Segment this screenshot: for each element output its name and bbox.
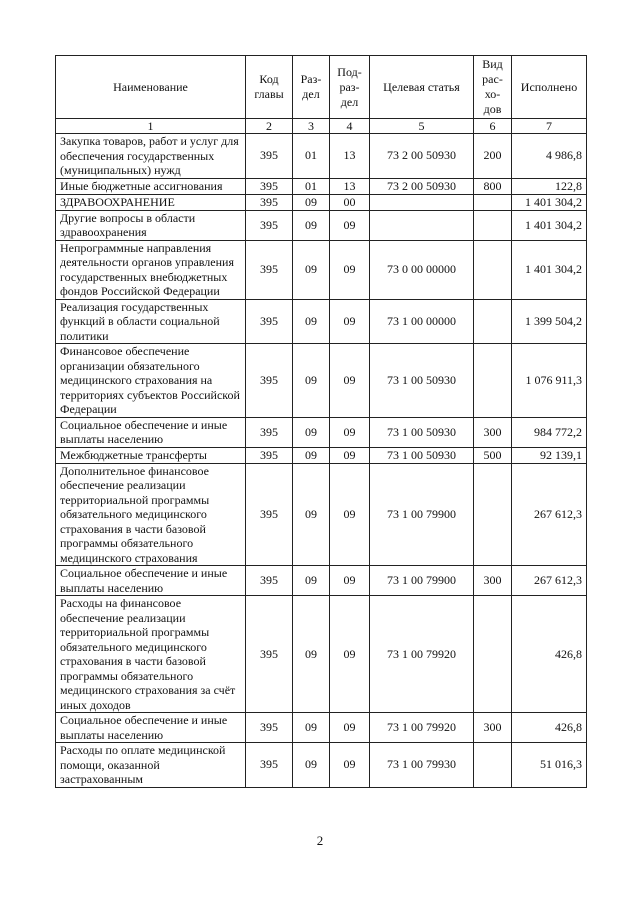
row-chapter: 395 bbox=[246, 178, 293, 194]
row-chapter: 395 bbox=[246, 240, 293, 299]
row-subsection: 09 bbox=[330, 447, 370, 463]
row-target: 73 2 00 50930 bbox=[370, 134, 474, 179]
row-type: 300 bbox=[474, 566, 512, 596]
row-chapter: 395 bbox=[246, 299, 293, 344]
row-section: 09 bbox=[293, 344, 330, 418]
row-type bbox=[474, 194, 512, 210]
row-type bbox=[474, 463, 512, 566]
row-type: 800 bbox=[474, 178, 512, 194]
row-target: 73 1 00 79900 bbox=[370, 566, 474, 596]
row-name: Межбюджетные трансферты bbox=[56, 447, 246, 463]
row-name: Дополнительное финансовое обеспечение реализации территориальной программы обязательного медицинского страхования в части базовой программы обязательного медицинского страхования bbox=[56, 463, 246, 566]
table-header-row bbox=[56, 56, 587, 119]
header-expense-type: Вид рас- хо- дов bbox=[474, 56, 512, 119]
table-row bbox=[56, 194, 587, 210]
row-subsection: 00 bbox=[330, 194, 370, 210]
row-chapter: 395 bbox=[246, 463, 293, 566]
row-name: Реализация государственных функций в области социальной политики bbox=[56, 299, 246, 344]
row-target: 73 1 00 00000 bbox=[370, 299, 474, 344]
row-target: 73 1 00 50930 bbox=[370, 447, 474, 463]
row-amount: 267 612,3 bbox=[512, 463, 587, 566]
row-amount: 984 772,2 bbox=[512, 417, 587, 447]
table-row bbox=[56, 596, 587, 713]
row-type bbox=[474, 299, 512, 344]
table-row bbox=[56, 417, 587, 447]
row-section: 09 bbox=[293, 240, 330, 299]
row-subsection: 09 bbox=[330, 713, 370, 743]
row-chapter: 395 bbox=[246, 210, 293, 240]
table-row bbox=[56, 134, 587, 179]
row-section: 09 bbox=[293, 299, 330, 344]
row-section: 09 bbox=[293, 210, 330, 240]
table-body bbox=[56, 134, 587, 788]
row-type bbox=[474, 210, 512, 240]
table-row bbox=[56, 210, 587, 240]
row-target: 73 2 00 50930 bbox=[370, 178, 474, 194]
row-section: 09 bbox=[293, 566, 330, 596]
row-section: 09 bbox=[293, 417, 330, 447]
row-subsection: 09 bbox=[330, 596, 370, 713]
row-chapter: 395 bbox=[246, 566, 293, 596]
row-name: Социальное обеспечение и иные выплаты населению bbox=[56, 566, 246, 596]
row-target bbox=[370, 210, 474, 240]
table-row bbox=[56, 240, 587, 299]
row-amount: 1 399 504,2 bbox=[512, 299, 587, 344]
row-chapter: 395 bbox=[246, 417, 293, 447]
row-amount: 1 401 304,2 bbox=[512, 210, 587, 240]
row-subsection: 13 bbox=[330, 134, 370, 179]
table-row bbox=[56, 447, 587, 463]
budget-table bbox=[55, 55, 587, 788]
row-target: 73 1 00 79920 bbox=[370, 596, 474, 713]
row-subsection: 09 bbox=[330, 566, 370, 596]
table-row bbox=[56, 299, 587, 344]
table-row bbox=[56, 566, 587, 596]
row-amount: 51 016,3 bbox=[512, 743, 587, 788]
row-target: 73 1 00 79900 bbox=[370, 463, 474, 566]
row-type: 300 bbox=[474, 713, 512, 743]
row-target: 73 1 00 79920 bbox=[370, 713, 474, 743]
row-target: 73 1 00 50930 bbox=[370, 417, 474, 447]
column-number-row bbox=[56, 119, 587, 134]
row-chapter: 395 bbox=[246, 134, 293, 179]
table-row bbox=[56, 344, 587, 418]
header-chapter-code: Код главы bbox=[246, 56, 293, 119]
row-name: Социальное обеспечение и иные выплаты населению bbox=[56, 417, 246, 447]
column-number: 6 bbox=[474, 119, 512, 134]
row-amount: 426,8 bbox=[512, 596, 587, 713]
row-subsection: 09 bbox=[330, 417, 370, 447]
row-section: 01 bbox=[293, 134, 330, 179]
row-section: 09 bbox=[293, 194, 330, 210]
row-section: 09 bbox=[293, 713, 330, 743]
row-chapter: 395 bbox=[246, 194, 293, 210]
row-section: 09 bbox=[293, 743, 330, 788]
row-section: 01 bbox=[293, 178, 330, 194]
table-row bbox=[56, 713, 587, 743]
row-subsection: 09 bbox=[330, 463, 370, 566]
row-type bbox=[474, 596, 512, 713]
row-amount: 122,8 bbox=[512, 178, 587, 194]
row-type: 500 bbox=[474, 447, 512, 463]
row-chapter: 395 bbox=[246, 713, 293, 743]
row-type: 200 bbox=[474, 134, 512, 179]
header-section: Раз- дел bbox=[293, 56, 330, 119]
row-amount: 267 612,3 bbox=[512, 566, 587, 596]
row-subsection: 09 bbox=[330, 299, 370, 344]
column-number: 4 bbox=[330, 119, 370, 134]
row-subsection: 09 bbox=[330, 344, 370, 418]
header-subsection: Под- раз- дел bbox=[330, 56, 370, 119]
row-name: Расходы по оплате медицинской помощи, оказанной застрахованным bbox=[56, 743, 246, 788]
column-number: 3 bbox=[293, 119, 330, 134]
row-chapter: 395 bbox=[246, 743, 293, 788]
row-amount: 1 076 911,3 bbox=[512, 344, 587, 418]
row-section: 09 bbox=[293, 596, 330, 713]
row-name: Непрограммные направления деятельности органов управления государственных внебюджетных фондов Российской Федерации bbox=[56, 240, 246, 299]
row-amount: 1 401 304,2 bbox=[512, 240, 587, 299]
page-number: 2 bbox=[316, 833, 324, 848]
row-subsection: 09 bbox=[330, 743, 370, 788]
row-section: 09 bbox=[293, 447, 330, 463]
table-row bbox=[56, 178, 587, 194]
row-name: Расходы на финансовое обеспечение реализации территориальной программы обязательного медицинского страхования в части базовой программы обязательного медицинского страхования за счёт иных доходов bbox=[56, 596, 246, 713]
row-subsection: 09 bbox=[330, 210, 370, 240]
row-target bbox=[370, 194, 474, 210]
row-chapter: 395 bbox=[246, 447, 293, 463]
row-amount: 92 139,1 bbox=[512, 447, 587, 463]
header-executed: Исполнено bbox=[512, 56, 587, 119]
row-amount: 426,8 bbox=[512, 713, 587, 743]
row-name: Закупка товаров, работ и услуг для обеспечения государственных (муниципальных) нужд bbox=[56, 134, 246, 179]
column-number: 2 bbox=[246, 119, 293, 134]
row-section: 09 bbox=[293, 463, 330, 566]
row-name: Социальное обеспечение и иные выплаты населению bbox=[56, 713, 246, 743]
row-chapter: 395 bbox=[246, 596, 293, 713]
row-subsection: 09 bbox=[330, 240, 370, 299]
row-type bbox=[474, 240, 512, 299]
row-amount: 4 986,8 bbox=[512, 134, 587, 179]
row-name: ЗДРАВООХРАНЕНИЕ bbox=[56, 194, 246, 210]
table-row bbox=[56, 743, 587, 788]
column-number: 7 bbox=[512, 119, 587, 134]
row-type: 300 bbox=[474, 417, 512, 447]
row-amount: 1 401 304,2 bbox=[512, 194, 587, 210]
row-target: 73 1 00 50930 bbox=[370, 344, 474, 418]
row-type bbox=[474, 344, 512, 418]
header-target-item: Целевая статья bbox=[370, 56, 474, 119]
row-type bbox=[474, 743, 512, 788]
column-number: 5 bbox=[370, 119, 474, 134]
row-chapter: 395 bbox=[246, 344, 293, 418]
row-name: Финансовое обеспечение организации обязательного медицинского страхования на территориях субъектов Российской Федерации bbox=[56, 344, 246, 418]
column-number: 1 bbox=[56, 119, 246, 134]
row-target: 73 1 00 79930 bbox=[370, 743, 474, 788]
header-name: Наименование bbox=[56, 56, 246, 119]
row-name: Иные бюджетные ассигнования bbox=[56, 178, 246, 194]
row-name: Другие вопросы в области здравоохранения bbox=[56, 210, 246, 240]
table-row bbox=[56, 463, 587, 566]
row-target: 73 0 00 00000 bbox=[370, 240, 474, 299]
row-subsection: 13 bbox=[330, 178, 370, 194]
